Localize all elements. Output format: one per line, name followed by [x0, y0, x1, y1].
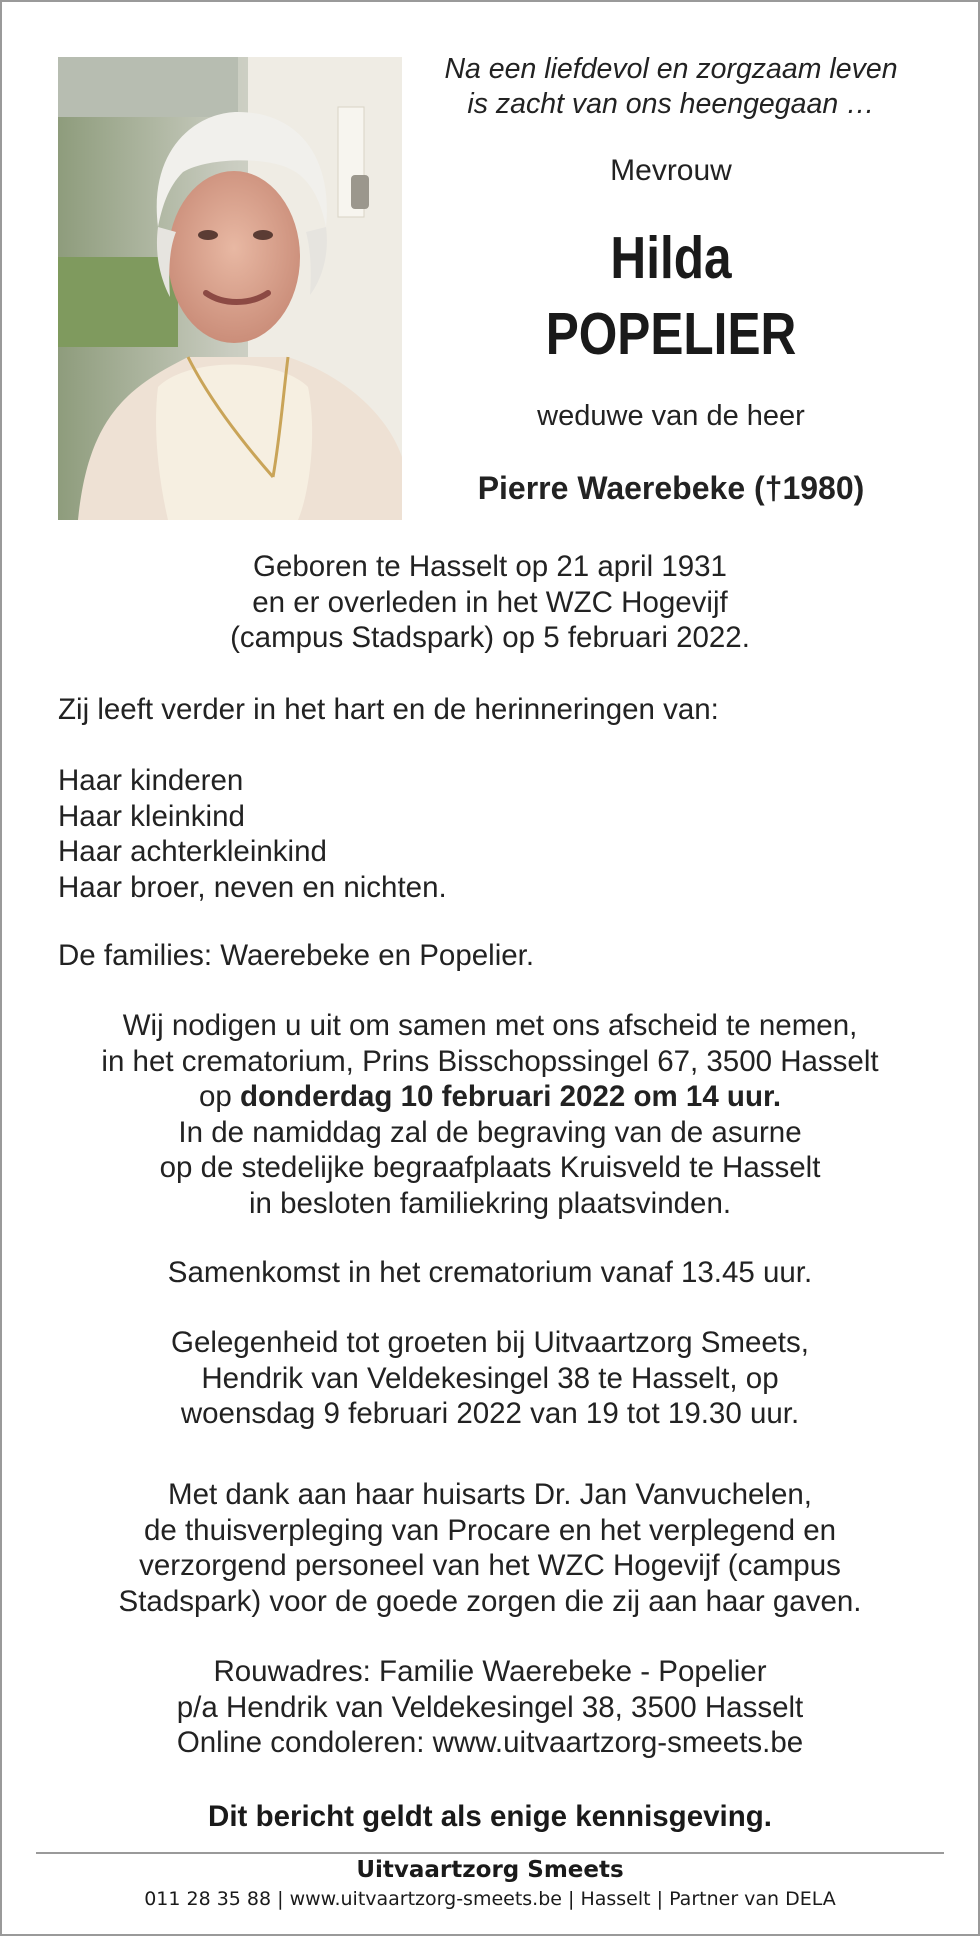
invitation-line: Wij nodigen u uit om samen met ons afscheid te nemen, [122, 1009, 858, 1042]
address-line: p/a Hendrik van Veldekesingel 38, 3500 Hasselt [176, 1690, 804, 1724]
widow-text: weduwe van de heer [537, 400, 805, 432]
date-prefix: op [198, 1080, 232, 1113]
first-name: Hilda [610, 225, 732, 291]
greetings-block [58, 1325, 922, 1432]
last-name: POPELIER [545, 301, 797, 367]
intro-line-1: Na een liefdevol en zorgzaam leven [444, 53, 898, 85]
greetings-line: Gelegenheid tot groeten bij Uitvaartzorg Smeets, [171, 1326, 809, 1359]
birth-death-line: Geboren te Hasselt op 21 april 1931 [253, 550, 727, 583]
thanks-line: verzorgend personeel van het WZC Hogevijf (campus [139, 1549, 841, 1582]
birth-death-block [58, 549, 922, 656]
birth-death-line: (campus Stadspark) op 5 februari 2022. [230, 621, 750, 654]
husband-name: Pierre Waerebeke (†1980) [477, 470, 865, 506]
closing-notice: Dit bericht geldt als enige kennisgeving. [208, 1800, 772, 1833]
invitation-date-line [58, 1079, 922, 1115]
families-text: De families: Waerebeke en Popelier. [58, 939, 535, 972]
invitation-block [58, 1008, 922, 1221]
relative-item: Haar achterkleinkind [58, 835, 327, 868]
title-word: Mevrouw [610, 154, 732, 187]
relatives-list [58, 763, 922, 905]
thanks-line: Stadspark) voor de goede zorgen die zij aan haar gaven. [118, 1584, 862, 1618]
thanks-line: de thuisverpleging van Procare en het verplegend en [143, 1513, 837, 1547]
intro-text [420, 52, 922, 122]
footer-company: Uitvaartzorg Smeets [356, 1857, 624, 1883]
relative-item: Haar kleinkind [58, 799, 245, 833]
portrait-photo [58, 57, 402, 520]
address-block [58, 1654, 922, 1761]
greetings-line: woensdag 9 februari 2022 van 19 tot 19.30 uur. [180, 1397, 800, 1430]
invitation-line: in besloten familiekring plaatsvinden. [248, 1186, 732, 1220]
invitation-line: op de stedelijke begraafplaats Kruisveld te Hasselt [159, 1151, 821, 1184]
ceremony-date: donderdag 10 februari 2022 om 14 uur. [240, 1080, 782, 1113]
invitation-line: in het crematorium, Prins Bisschopssingel 67, 3500 Hasselt [101, 1044, 879, 1078]
relative-item: Haar broer, neven en nichten. [58, 870, 447, 904]
thanks-block [58, 1477, 922, 1619]
address-line: Rouwadres: Familie Waerebeke - Popelier [213, 1655, 767, 1688]
relative-item: Haar kinderen [58, 764, 244, 797]
birth-death-line: en er overleden in het WZC Hogevijf [252, 585, 728, 619]
deceased-name [460, 220, 882, 372]
gathering-text: Samenkomst in het crematorium vanaf 13.45 uur. [167, 1256, 813, 1289]
lives-on-text: Zij leeft verder in het hart en de herinneringen van: [58, 693, 719, 726]
intro-line-2: is zacht van ons heengegaan … [467, 88, 875, 120]
thanks-line: Met dank aan haar huisarts Dr. Jan Vanvuchelen, [168, 1478, 812, 1511]
greetings-line: Hendrik van Veldekesingel 38 te Hasselt, op [201, 1361, 779, 1395]
footer-divider [36, 1852, 944, 1854]
footer-contact-info: 011 28 35 88 | www.uitvaartzorg-smeets.be | Hasselt | Partner van DELA [144, 1888, 836, 1910]
invitation-line: In de namiddag zal de begraving van de asurne [178, 1115, 802, 1149]
condolence-link[interactable]: Online condoleren: www.uitvaartzorg-smeets.be [176, 1726, 804, 1759]
